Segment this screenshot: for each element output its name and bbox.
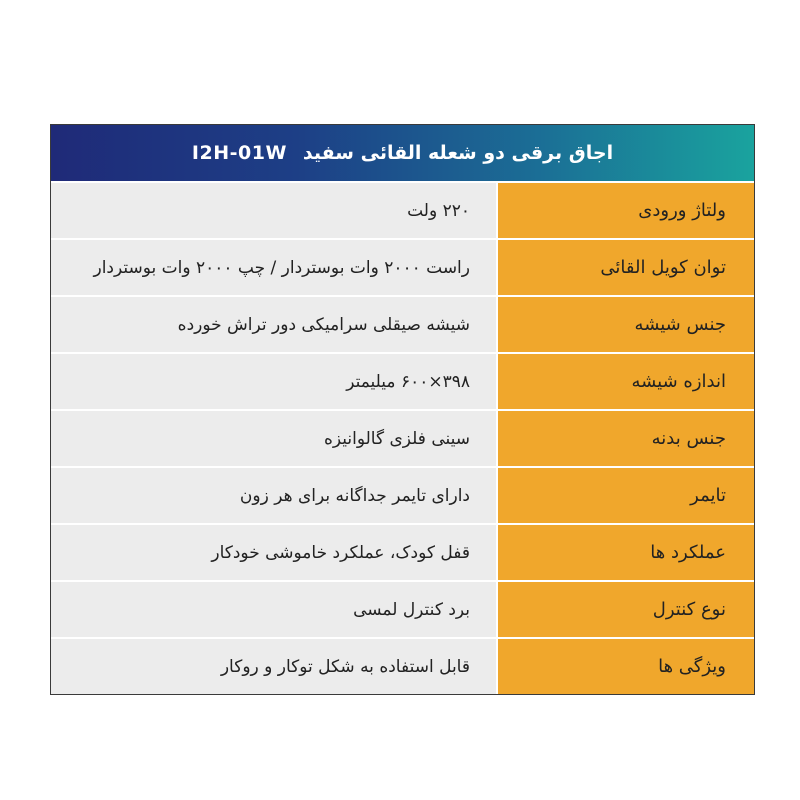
spec-value: ۳۹۸×۶۰۰ میلیمتر [51,354,496,409]
spec-label: ولتاژ ورودی [496,183,754,238]
spec-row-functions [51,523,754,580]
spec-label: عملکرد ها [496,525,754,580]
table-title-bar [51,125,754,181]
spec-value: شیشه صیقلی سرامیکی دور تراش خورده [51,297,496,352]
spec-label: جنس شیشه [496,297,754,352]
spec-value: دارای تایمر جداگانه برای هر زون [51,468,496,523]
spec-label: توان کویل القائی [496,240,754,295]
spec-label: نوع کنترل [496,582,754,637]
spec-row-glass-size [51,352,754,409]
spec-value: ۲۲۰ ولت [51,183,496,238]
spec-label: اندازه شیشه [496,354,754,409]
spec-label: تایمر [496,468,754,523]
spec-row-features [51,637,754,694]
spec-row-input-voltage [51,181,754,238]
spec-row-glass-material [51,295,754,352]
spec-value: سینی فلزی گالوانیزه [51,411,496,466]
spec-value: قابل استفاده به شکل توکار و روکار [51,639,496,694]
spec-value: قفل کودک، عملکرد خاموشی خودکار [51,525,496,580]
spec-label: ویژگی ها [496,639,754,694]
spec-row-coil-power [51,238,754,295]
model-number: I2H-01W [191,142,287,164]
spec-row-timer [51,466,754,523]
spec-value: برد کنترل لمسی [51,582,496,637]
spec-label: جنس بدنه [496,411,754,466]
spec-table [50,124,755,695]
spec-row-body-material [51,409,754,466]
product-title: اجاق برقی دو شعله القائی سفید [302,142,614,164]
spec-value: راست ۲۰۰۰ وات بوستردار / چپ ۲۰۰۰ وات بوستردار [51,240,496,295]
spec-row-control-type [51,580,754,637]
